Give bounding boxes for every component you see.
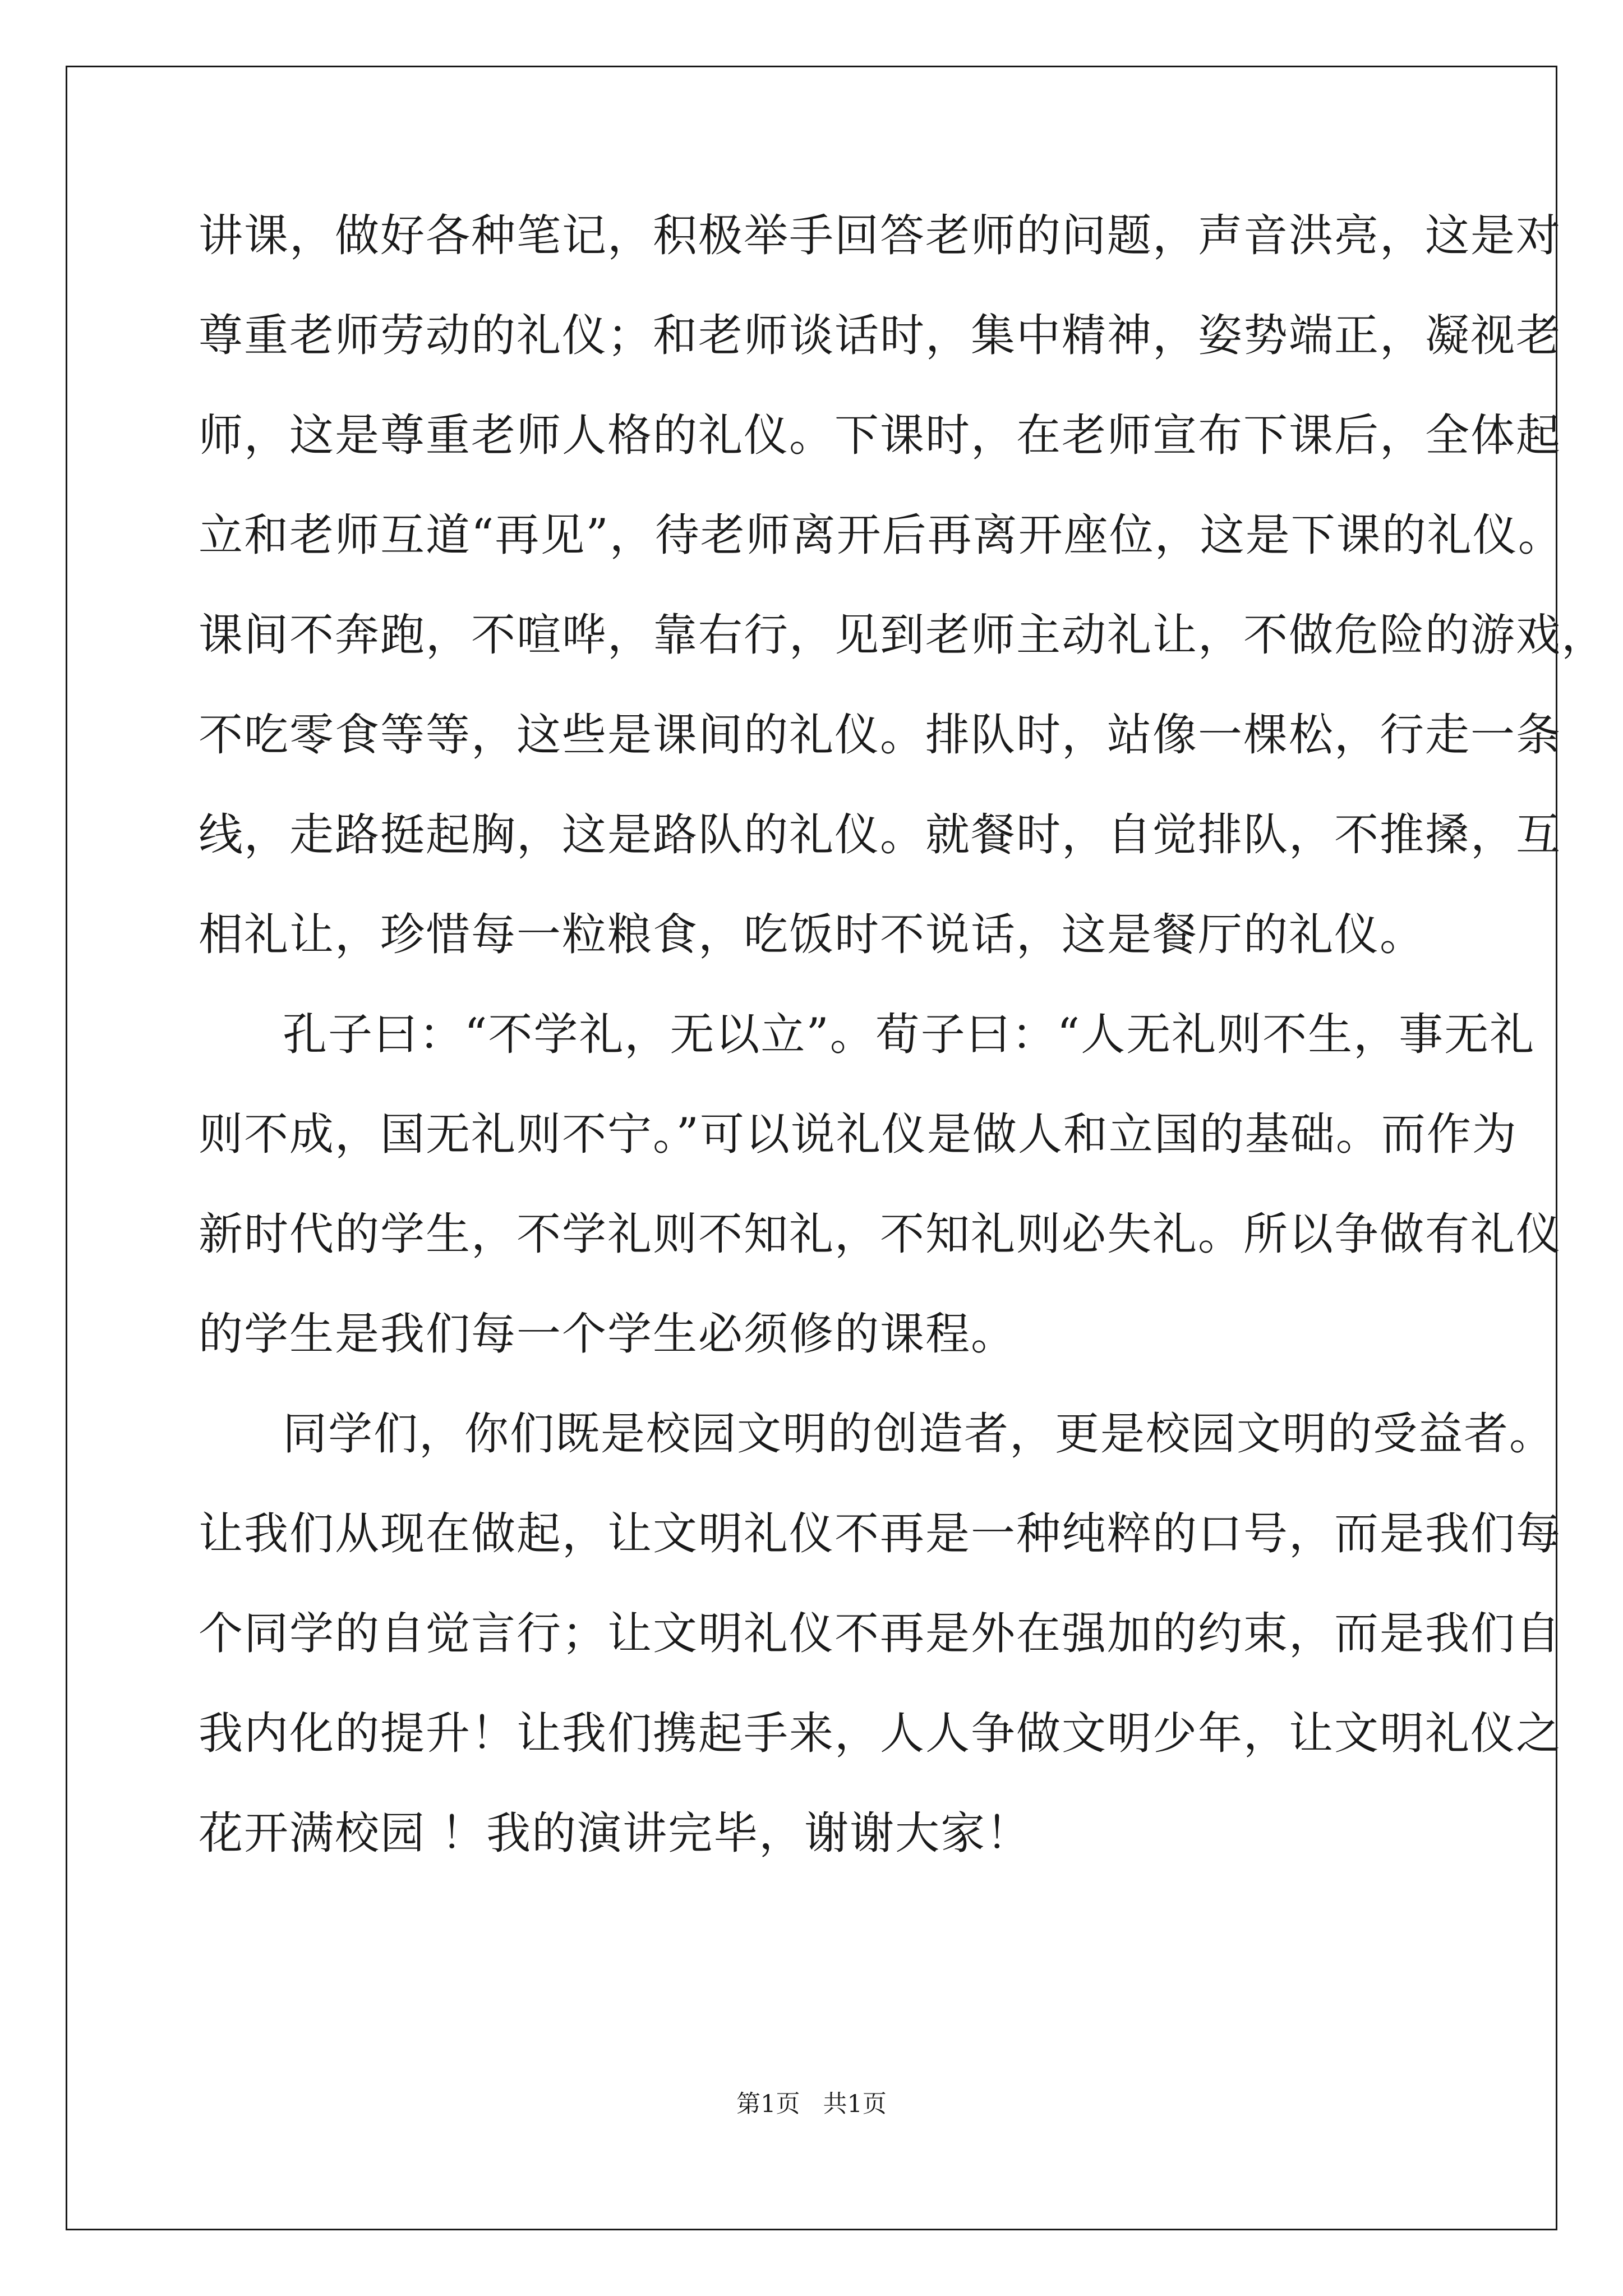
text-line: 线，走路挺起胸，这是路队的礼仪。就餐时，自觉排队，不推搡，互: [199, 809, 1561, 861]
text-line: 则不成，国无礼则不宁。”可以说礼仪是做人和立国的基础。而作为: [199, 1108, 1518, 1160]
text-line: 师，这是尊重老师人格的礼仪。下课时，在老师宣布下课后，全体起: [199, 409, 1561, 461]
text-line: 让我们从现在做起，让文明礼仪不再是一种纯粹的口号，而是我们每: [199, 1508, 1561, 1559]
paragraph-start-line: 同学们，你们既是校园文明的创造者，更是校园文明的受益者。: [283, 1408, 1555, 1460]
text-line: 讲课，做好各种笔记，积极举手回答老师的问题，声音洪亮，这是对: [199, 210, 1561, 261]
paragraph-start-line: 孔子曰：“不学礼，无以立”。荀子曰：“人无礼则不生，事无礼: [283, 1009, 1536, 1060]
text-line: 相礼让，珍惜每一粒粮食，吃饭时不说话，这是餐厅的礼仪。: [199, 909, 1425, 960]
text-line: 个同学的自觉言行；让文明礼仪不再是外在强加的约束，而是我们自: [199, 1608, 1561, 1659]
text-line: 的学生是我们每一个学生必须修的课程。: [199, 1308, 1016, 1360]
text-line: 课间不奔跑，不喧哗，靠右行，见到老师主动礼让，不做危险的游戏，: [199, 609, 1607, 661]
text-line: 我内化的提升！让我们携起手来，人人争做文明少年，让文明礼仪之: [199, 1708, 1561, 1759]
text-line: 尊重老师劳动的礼仪；和老师谈话时，集中精神，姿势端正，凝视老: [199, 310, 1561, 361]
page-footer: 第1页 共1页: [736, 2090, 887, 2118]
text-line: 不吃零食等等，这些是课间的礼仪。排队时，站像一棵松，行走一条: [199, 709, 1561, 761]
text-line: 花开满校园 ！我的演讲完毕，谢谢大家！: [199, 1807, 1032, 1859]
text-line: 新时代的学生，不学礼则不知礼，不知礼则必失礼。所以争做有礼仪: [199, 1208, 1561, 1260]
text-line: 立和老师互道“再见”，待老师离开后再离开座位，这是下课的礼仪。: [199, 509, 1564, 561]
